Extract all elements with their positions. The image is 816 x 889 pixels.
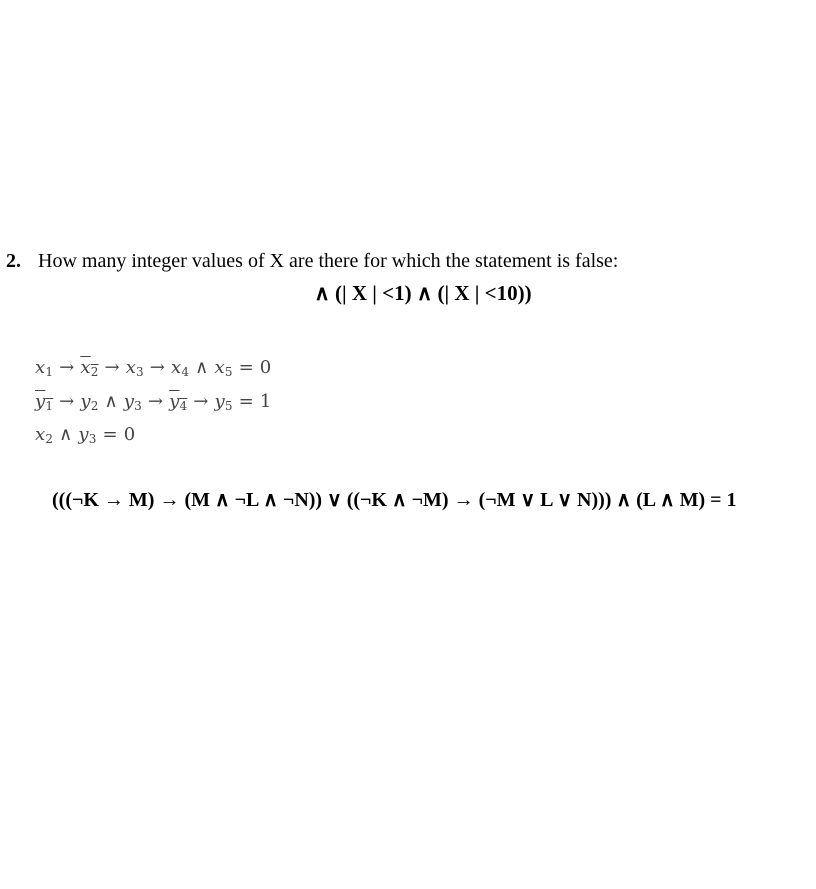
question-text: How many integer values of X are there for which the statement is false: <box>38 250 619 272</box>
equation-1-text: $x_1 \to x_2 \to x_3 \to x_4$ ∧ $x_5 = 0$ <box>35 357 272 379</box>
question-number: 2. <box>6 250 21 272</box>
equation-3-text: $x_2$ ∧ $y_3 = 0$ <box>35 424 136 446</box>
equation-3 <box>35 424 135 446</box>
question-line <box>6 250 618 273</box>
equation-1 <box>35 357 271 379</box>
condition-expression: ∧ (| X | <1) ∧ (| X | <10)) <box>314 281 532 305</box>
logic-expression: (((¬K → M) → (M ∧ ¬L ∧ ¬N)) ∨ ((¬K ∧ ¬M) → (¬M ∨ L ∨ N))) ∧ (L ∧ M) = 1 <box>52 489 737 511</box>
equation-2 <box>35 391 272 413</box>
equation-2-text: $y_1 \to y_2$ ∧ $y_3 \to y_4 \to y_5 = 1$ <box>35 391 272 413</box>
